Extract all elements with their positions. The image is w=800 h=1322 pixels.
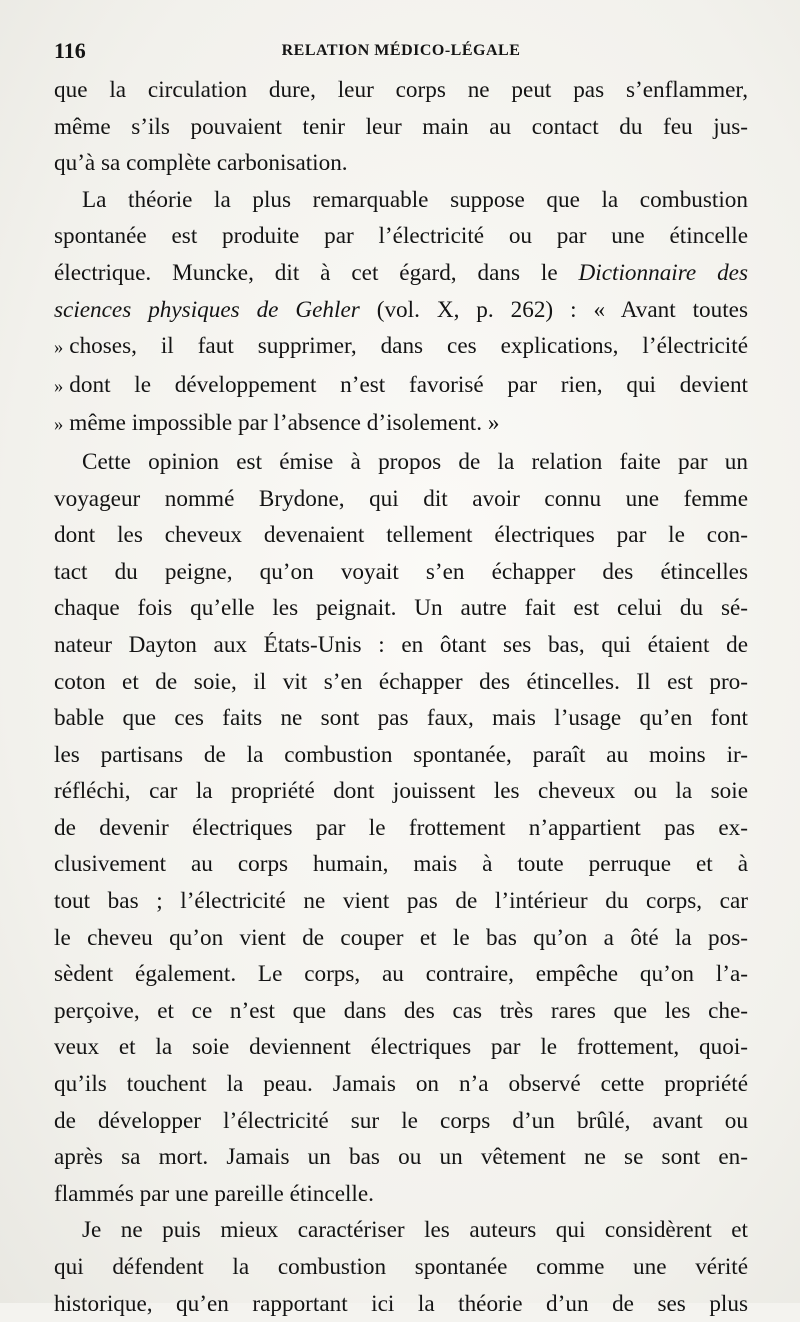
quoted-line	[54, 328, 748, 367]
running-head	[54, 38, 748, 72]
text-line	[54, 255, 748, 292]
text-line: clusivement au corps humain, mais à toute perruque et à	[54, 851, 748, 878]
body-text	[54, 72, 748, 1322]
quote-marker: »	[54, 337, 64, 359]
text-line: Cette opinion est émise à propos de la relation faite par un	[82, 448, 748, 475]
text-line: coton et de soie, il vit s’en échapper des étincelles. Il est pro-	[54, 668, 748, 695]
text-line: qui défendent la combustion spontanée comme une vérité	[54, 1254, 748, 1280]
text-line: spontanée est produite par l’électricité ou par une étincelle	[54, 223, 748, 250]
text-line: réfléchi, car la propriété dont jouissent les cheveux ou la soie	[54, 778, 748, 805]
text-line: Je ne puis mieux caractériser les auteurs qui considèrent et	[82, 1217, 748, 1244]
text-run: même impossible par l’absence d’isolement. »	[69, 410, 500, 437]
text-line: que la circulation dure, leur corps ne peut pas s’enflammer,	[54, 77, 748, 103]
text-line: les partisans de la combustion spontanée, paraît au moins ir-	[54, 741, 748, 768]
text-line: veux et la soie deviennent électriques par le frottement, quoi-	[54, 1034, 748, 1061]
quote-marker: »	[54, 414, 64, 436]
text-line: de développer l’électricité sur le corps d’un brûlé, avant ou	[54, 1107, 748, 1134]
text-run: choses, il faut supprimer, dans ces explications, l’électricité	[69, 333, 748, 360]
text-line: le cheveu qu’on vient de couper et le bas qu’on a ôté la pos-	[54, 924, 748, 951]
paragraph	[54, 72, 748, 182]
quote-marker: »	[54, 375, 64, 397]
text-run: électrique. Muncke, dit à cet égard, dans le	[54, 259, 579, 286]
book-title-italic: Dictionnaire des	[578, 259, 748, 286]
text-line: de devenir électriques par le frottement n’appartient pas ex-	[54, 814, 748, 841]
paragraph	[54, 182, 748, 444]
text-line: voyageur nommé Brydone, qui dit avoir connu une femme	[54, 485, 748, 512]
book-title-italic: sciences physiques de Gehler	[54, 296, 360, 323]
quoted-line	[54, 367, 748, 406]
text-line: même s’ils pouvaient tenir leur main au contact du feu jus-	[54, 113, 748, 140]
paragraph	[54, 444, 748, 1212]
page-number: 116	[54, 38, 86, 63]
text-line	[54, 292, 748, 329]
text-line: sèdent également. Le corps, au contraire, empêche qu’on l’a-	[54, 961, 748, 988]
text-line: La théorie la plus remarquable suppose que la combustion	[82, 186, 748, 213]
text-line: perçoive, et ce n’est que dans des cas très rares que les che-	[54, 997, 748, 1024]
text-line: après sa mort. Jamais un bas ou un vêtement ne se sont en-	[54, 1144, 748, 1171]
text-line: chaque fois qu’elle les peignait. Un autre fait est celui du sé-	[54, 595, 748, 622]
text-run: (vol. X, p. 262) : « Avant toutes	[359, 296, 748, 323]
text-line: bable que ces faits ne sont pas faux, mais l’usage qu’en font	[54, 705, 748, 732]
text-run: dont le développement n’est favorisé par rien, qui devient	[69, 371, 748, 398]
text-line: tout bas ; l’électricité ne vient pas de l’intérieur du corps, car	[54, 888, 748, 915]
text-line: qu’à sa complète carbonisation.	[54, 150, 348, 177]
running-title: RELATION MÉDICO-LÉGALE	[281, 42, 521, 59]
text-line: tact du peigne, qu’on voyait s’en échapper des étincelles	[54, 558, 748, 585]
text-line: qu’ils touchent la peau. Jamais on n’a observé cette propriété	[54, 1071, 748, 1098]
text-line: nateur Dayton aux États-Unis : en ôtant ses bas, qui étaient de	[54, 631, 748, 658]
quoted-line	[54, 405, 748, 444]
text-line: dont les cheveux devenaient tellement électriques par le con-	[54, 522, 748, 549]
text-line: flammés par une pareille étincelle.	[54, 1180, 374, 1207]
text-line: historique, qu’en rapportant ici la théorie d’un de ses plus	[54, 1290, 748, 1317]
paragraph	[54, 1212, 748, 1322]
